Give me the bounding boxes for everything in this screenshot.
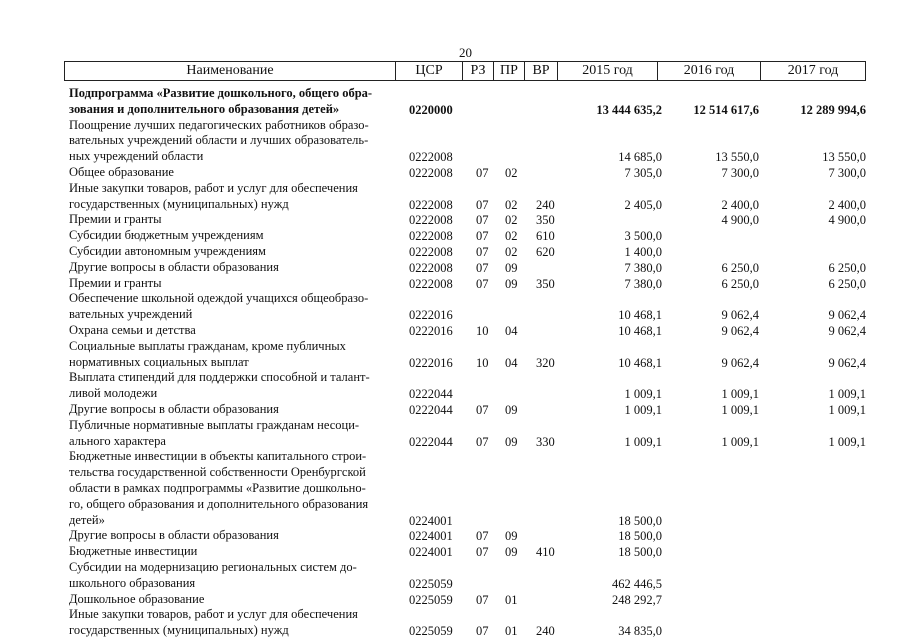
table-row (0, 86, 905, 118)
cell-2016: 6 250,0 (721, 276, 759, 291)
cell-csr: 0222008 (409, 166, 453, 180)
page-number: 20 (459, 45, 472, 60)
cell-2015: 7 305,0 (624, 166, 662, 180)
cell-csr: 0222008 (409, 197, 453, 212)
cell-csr: 0222044 (409, 434, 453, 449)
cell-2015: 7 380,0 (624, 260, 662, 275)
cell-csr: 0222008 (409, 276, 453, 291)
cell-vr: 620 (536, 245, 555, 259)
table-row (0, 607, 905, 639)
cell-2015: 14 685,0 (618, 150, 662, 165)
row-name: Выплата стипендий для поддержки способной и талант- ливой молодежи (69, 370, 370, 401)
cell-pr: 09 (505, 276, 518, 291)
cell-rz: 07 (476, 545, 489, 560)
cell-2017: 1 009,1 (828, 387, 866, 402)
cell-csr: 0222008 (409, 213, 453, 228)
cell-rz: 07 (476, 229, 489, 244)
table-row (0, 260, 905, 276)
cell-vr: 320 (536, 355, 555, 370)
cell-2015: 1 009,1 (624, 387, 662, 402)
cell-2015: 1 009,1 (624, 403, 662, 417)
cell-csr: 0222008 (409, 245, 453, 259)
cell-pr: 02 (505, 213, 518, 228)
cell-pr: 09 (505, 529, 518, 544)
row-name: Охрана семьи и детства (69, 323, 196, 337)
cell-rz: 07 (476, 260, 489, 275)
cell-csr: 0225059 (409, 624, 453, 639)
cell-2016: 6 250,0 (721, 260, 759, 275)
header-vr: ВР (524, 62, 557, 80)
header-2017: 2017 год (760, 62, 866, 80)
row-name: Другие вопросы в области образования (69, 402, 279, 416)
cell-2016: 13 550,0 (715, 150, 759, 165)
cell-2015: 18 500,0 (618, 529, 662, 544)
cell-rz: 07 (476, 403, 489, 417)
cell-pr: 02 (505, 245, 518, 259)
row-name: Премии и гранты (69, 212, 162, 227)
cell-csr: 0222008 (409, 150, 453, 165)
cell-2015: 3 500,0 (624, 229, 662, 244)
cell-rz: 07 (476, 592, 489, 607)
cell-pr: 09 (505, 434, 518, 449)
cell-2015: 10 468,1 (618, 308, 662, 323)
cell-2016: 1 009,1 (721, 403, 759, 417)
row-name: Подпрограмма «Развитие дошкольного, общего обра- зования и дополнительного образования детей» (69, 86, 373, 116)
row-name: Премии и гранты (69, 275, 162, 290)
row-name: Бюджетные инвестиции (69, 544, 198, 559)
row-name: Общее образование (69, 165, 174, 179)
cell-2017: 4 900,0 (828, 213, 866, 228)
cell-pr: 09 (505, 403, 518, 417)
cell-rz: 07 (476, 276, 489, 291)
cell-rz: 07 (476, 197, 489, 212)
cell-rz: 07 (476, 434, 489, 449)
cell-pr: 04 (505, 355, 518, 370)
table-row (0, 544, 905, 560)
row-name: Другие вопросы в области образования (69, 528, 279, 543)
cell-vr: 410 (536, 545, 555, 560)
cell-2017: 2 400,0 (828, 197, 866, 212)
cell-rz: 07 (476, 213, 489, 228)
cell-pr: 02 (505, 229, 518, 244)
table-row (0, 118, 905, 165)
cell-csr: 0222044 (409, 387, 453, 402)
cell-2016: 2 400,0 (721, 197, 759, 212)
header-pr: ПР (493, 62, 524, 80)
row-name: Иные закупки товаров, работ и услуг для обеспечения государственных (муниципальных) нужд (69, 607, 358, 638)
table-row (0, 560, 905, 592)
cell-2015: 10 468,1 (618, 324, 662, 338)
row-name: Публичные нормативные выплаты гражданам несоци- ального характера (69, 417, 360, 448)
table-row (0, 402, 905, 418)
cell-vr: 240 (536, 197, 555, 212)
table-row (0, 212, 905, 228)
cell-2016: 9 062,4 (721, 355, 759, 370)
row-name: Бюджетные инвестиции в объекты капитального строи- тельства государственной собственности Оренбургской области в рамках подпрограммы «Развитие дошкольно- го, общего образования и дополнительного образования детей» (69, 449, 369, 527)
cell-vr: 350 (536, 276, 555, 291)
cell-rz: 07 (476, 529, 489, 544)
cell-rz: 10 (476, 324, 489, 338)
cell-vr: 610 (536, 229, 555, 244)
table-row (0, 449, 905, 528)
cell-2017: 9 062,4 (828, 324, 866, 338)
row-name: Субсидии бюджетным учреждениям (69, 228, 264, 243)
cell-rz: 07 (476, 166, 489, 180)
cell-2016: 4 900,0 (721, 213, 759, 228)
row-name: Социальные выплаты гражданам, кроме публичных нормативных социальных выплат (69, 338, 346, 369)
cell-csr: 0224001 (409, 529, 453, 544)
cell-2015: 1 400,0 (624, 245, 662, 259)
cell-csr: 0222016 (409, 324, 453, 338)
header-2016: 2016 год (657, 62, 760, 80)
cell-csr: 0222016 (409, 355, 453, 370)
header-rz: РЗ (462, 62, 493, 80)
cell-2016: 7 300,0 (721, 166, 759, 180)
cell-2017: 1 009,1 (828, 434, 866, 449)
cell-csr: 0224001 (409, 513, 453, 528)
table-row (0, 323, 905, 339)
cell-2017: 1 009,1 (828, 403, 866, 417)
cell-pr: 09 (505, 260, 518, 275)
table-row (0, 244, 905, 260)
cell-2017: 9 062,4 (828, 308, 866, 323)
cell-2016: 9 062,4 (721, 324, 759, 338)
row-name: Субсидии автономным учреждениям (69, 244, 266, 258)
table-row (0, 291, 905, 323)
header-csr: ЦСР (395, 62, 462, 80)
table-row (0, 370, 905, 402)
table-row (0, 528, 905, 544)
cell-csr: 0220000 (409, 102, 453, 117)
cell-2015: 2 405,0 (624, 197, 662, 212)
cell-2015: 34 835,0 (618, 624, 662, 639)
cell-csr: 0224001 (409, 545, 453, 560)
cell-2016: 1 009,1 (721, 387, 759, 402)
cell-pr: 01 (505, 624, 518, 639)
cell-csr: 0222008 (409, 229, 453, 244)
header-name: Наименование (64, 62, 395, 80)
cell-pr: 02 (505, 166, 518, 180)
row-name: Дошкольное образование (69, 591, 205, 606)
cell-2015: 248 292,7 (612, 592, 662, 607)
table-row (0, 418, 905, 450)
row-name: Субсидии на модернизацию региональных систем до- школьного образования (69, 560, 357, 590)
cell-2015: 462 446,5 (612, 576, 662, 591)
row-name: Иные закупки товаров, работ и услуг для обеспечения государственных (муниципальных) нужд (69, 180, 358, 211)
cell-2015: 1 009,1 (624, 434, 662, 449)
cell-pr: 01 (505, 592, 518, 607)
cell-2015: 10 468,1 (618, 355, 662, 370)
cell-vr: 240 (536, 624, 555, 639)
cell-csr: 0222016 (409, 308, 453, 323)
row-name: Обеспечение школьной одеждой учащихся общеобразо- вательных учреждений (69, 291, 369, 322)
cell-vr: 350 (536, 213, 555, 228)
cell-2017: 12 289 994,6 (800, 102, 866, 117)
table-row (0, 181, 905, 213)
cell-2015: 7 380,0 (624, 276, 662, 291)
cell-2015: 18 500,0 (618, 513, 662, 528)
cell-pr: 04 (505, 324, 518, 338)
cell-2017: 6 250,0 (828, 276, 866, 291)
table-row (0, 592, 905, 608)
cell-2016: 9 062,4 (721, 308, 759, 323)
cell-2016: 12 514 617,6 (693, 102, 759, 117)
cell-rz: 10 (476, 355, 489, 370)
cell-2016: 1 009,1 (721, 434, 759, 449)
cell-2015: 13 444 635,2 (596, 102, 662, 117)
table-row (0, 276, 905, 292)
cell-rz: 07 (476, 624, 489, 639)
table-row (0, 228, 905, 244)
cell-2017: 13 550,0 (822, 150, 866, 165)
header-2015: 2015 год (557, 62, 657, 80)
cell-pr: 02 (505, 197, 518, 212)
table-row (0, 339, 905, 371)
table-row (0, 165, 905, 181)
cell-2017: 9 062,4 (828, 355, 866, 370)
cell-csr: 0225059 (409, 576, 453, 591)
cell-csr: 0222044 (409, 403, 453, 417)
row-name: Поощрение лучших педагогических работников образо- вательных учреждений области и лучших образователь- ных учреждений области (69, 117, 369, 164)
cell-csr: 0222008 (409, 260, 453, 275)
cell-2015: 18 500,0 (618, 545, 662, 560)
cell-vr: 330 (536, 434, 555, 449)
cell-csr: 0225059 (409, 592, 453, 607)
cell-pr: 09 (505, 545, 518, 560)
cell-rz: 07 (476, 245, 489, 259)
cell-2017: 6 250,0 (828, 260, 866, 275)
cell-2017: 7 300,0 (828, 166, 866, 180)
row-name: Другие вопросы в области образования (69, 259, 279, 274)
